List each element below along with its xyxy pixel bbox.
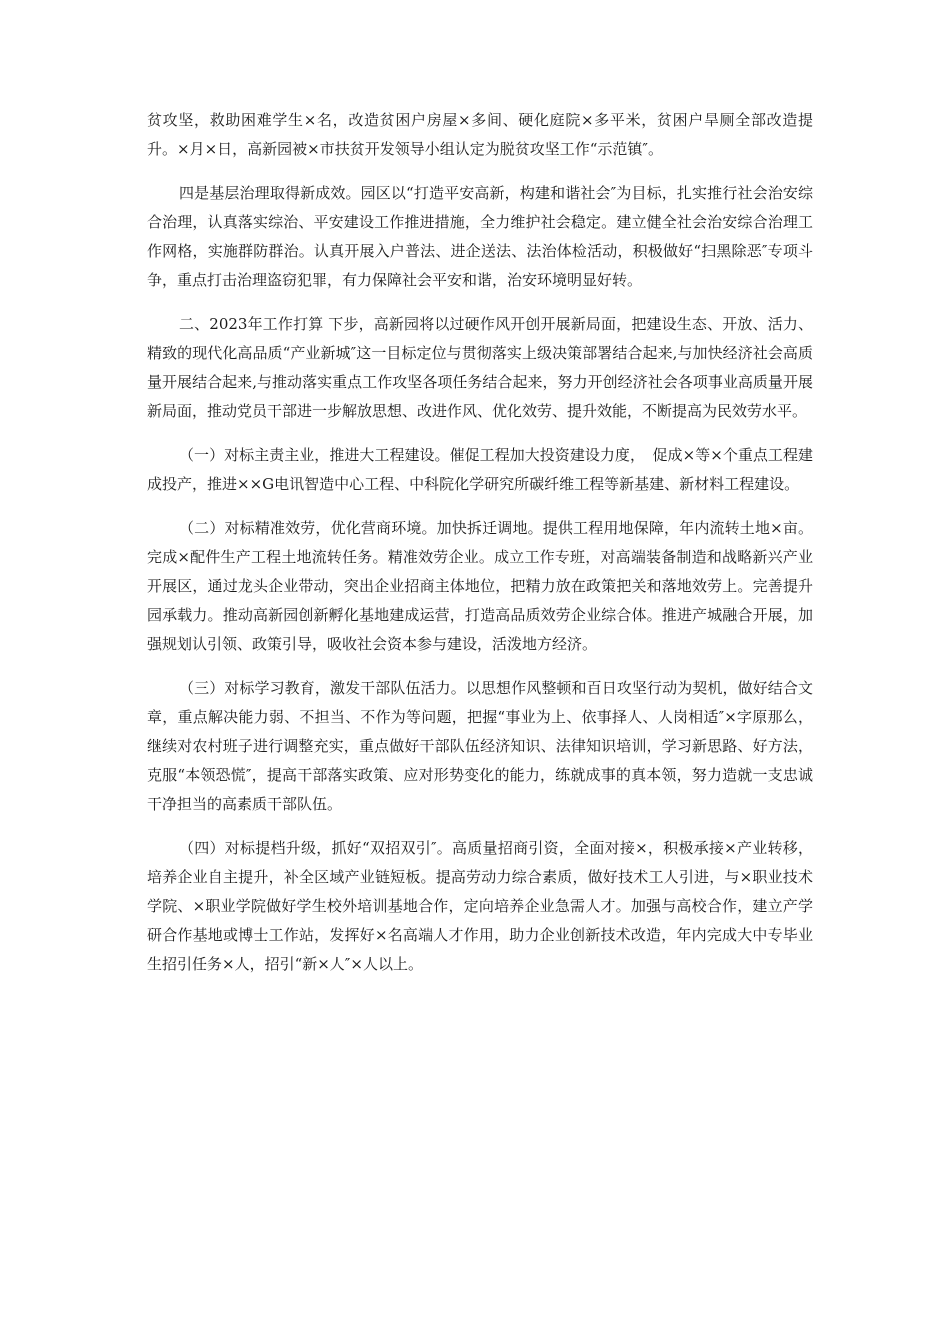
paragraph-major-projects: （一）对标主责主业，推进大工程建设。催促工程加大投资建设力度， 促成×等×个重点工程建成投产，推进××G电讯智造中心工程、中科院化学研究所碳纤维工程等新基建、新材料工程建设。 xyxy=(147,446,813,493)
document-page xyxy=(147,106,813,994)
paragraph-grassroots-governance: 四是基层治理取得新成效。园区以“打造平安高新，构建和谐社会″为目标，扎实推行社会治安综合治理，认真落实综治、平安建设工作推进措施，全力维护社会稳定。建立健全社会治安综合治理工作网格，实施群防群治。认真开展入户普法、进企送法、法治体检活动，积极做好“扫黑除恶″专项斗争，重点打击治理盗窃犯罪，有力保障社会平安和谐，治安环境明显好转。 xyxy=(147,184,813,289)
paragraph-cadre-training: （三）对标学习教育，激发干部队伍活力。以思想作风整顿和百日攻坚行动为契机，做好结合文章，重点解决能力弱、不担当、不作为等问题，把握“事业为上、依事择人、人岗相适″×字原那么，继续对农村班子进行调整充实，重点做好干部队伍经济知识、法律知识培训，学习新思路、好方法，克服“本领恐慌″，提高干部落实政策、应对形势变化的能力，练就成事的真本领，努力造就一支忠诚干净担当的高素质干部队伍。 xyxy=(147,679,813,813)
paragraph-investment-talent: （四）对标提档升级，抓好“双招双引″。高质量招商引资，全面对接×，积极承接×产业转移，培养企业自主提升，补全区域产业链短板。提高劳动力综合素质，做好技术工人引进，与×职业技术学院、×职业学院做好学生校外培训基地合作，定向培养企业急需人才。加强与高校合作，建立产学研合作基地或博士工作站，发挥好×名高端人才作用，助力企业创新技术改造，年内完成大中专毕业生招引任务×人，招引“新×人″×人以上。 xyxy=(147,839,813,973)
paragraph-poverty-alleviation: 贫攻坚，救助困难学生×名，改造贫困户房屋×多间、硬化庭院×多平米，贫困户旱厕全部改造提升。×月×日，高新园被×市扶贫开发领导小组认定为脱贫攻坚工作“示范镇″。 xyxy=(147,111,813,158)
paragraph-business-environment: （二）对标精准效劳，优化营商环境。加快拆迁调地。提供工程用地保障，年内流转土地×亩。完成×配件生产工程土地流转任务。精准效劳企业。成立工作专班，对高端装备制造和战略新兴产业开展区，通过龙头企业带动，突出企业招商主体地位，把精力放在政策把关和落地效劳上。完善提升园承载力。推动高新园创新孵化基地建成运营，打造高品质效劳企业综合体。推进产城融合开展，加强规划认引领、政策引导，吸收社会资本参与建设，活泼地方经济。 xyxy=(147,519,813,653)
paragraph-2023-work-plan: 二、2023年工作打算 下步，高新园将以过硬作风开创开展新局面，把建设生态、开放、活力、精致的现代化高品质“产业新城″这一目标定位与贯彻落实上级决策部署结合起来,与加快经济社会高质量开展结合起来,与推动落实重点工作攻坚各项任务结合起来，努力开创经济社会各项事业高质量开展新局面，推动党员干部进一步解放思想、改进作风、优化效劳、提升效能，不断提高为民效劳水平。 xyxy=(147,315,813,420)
